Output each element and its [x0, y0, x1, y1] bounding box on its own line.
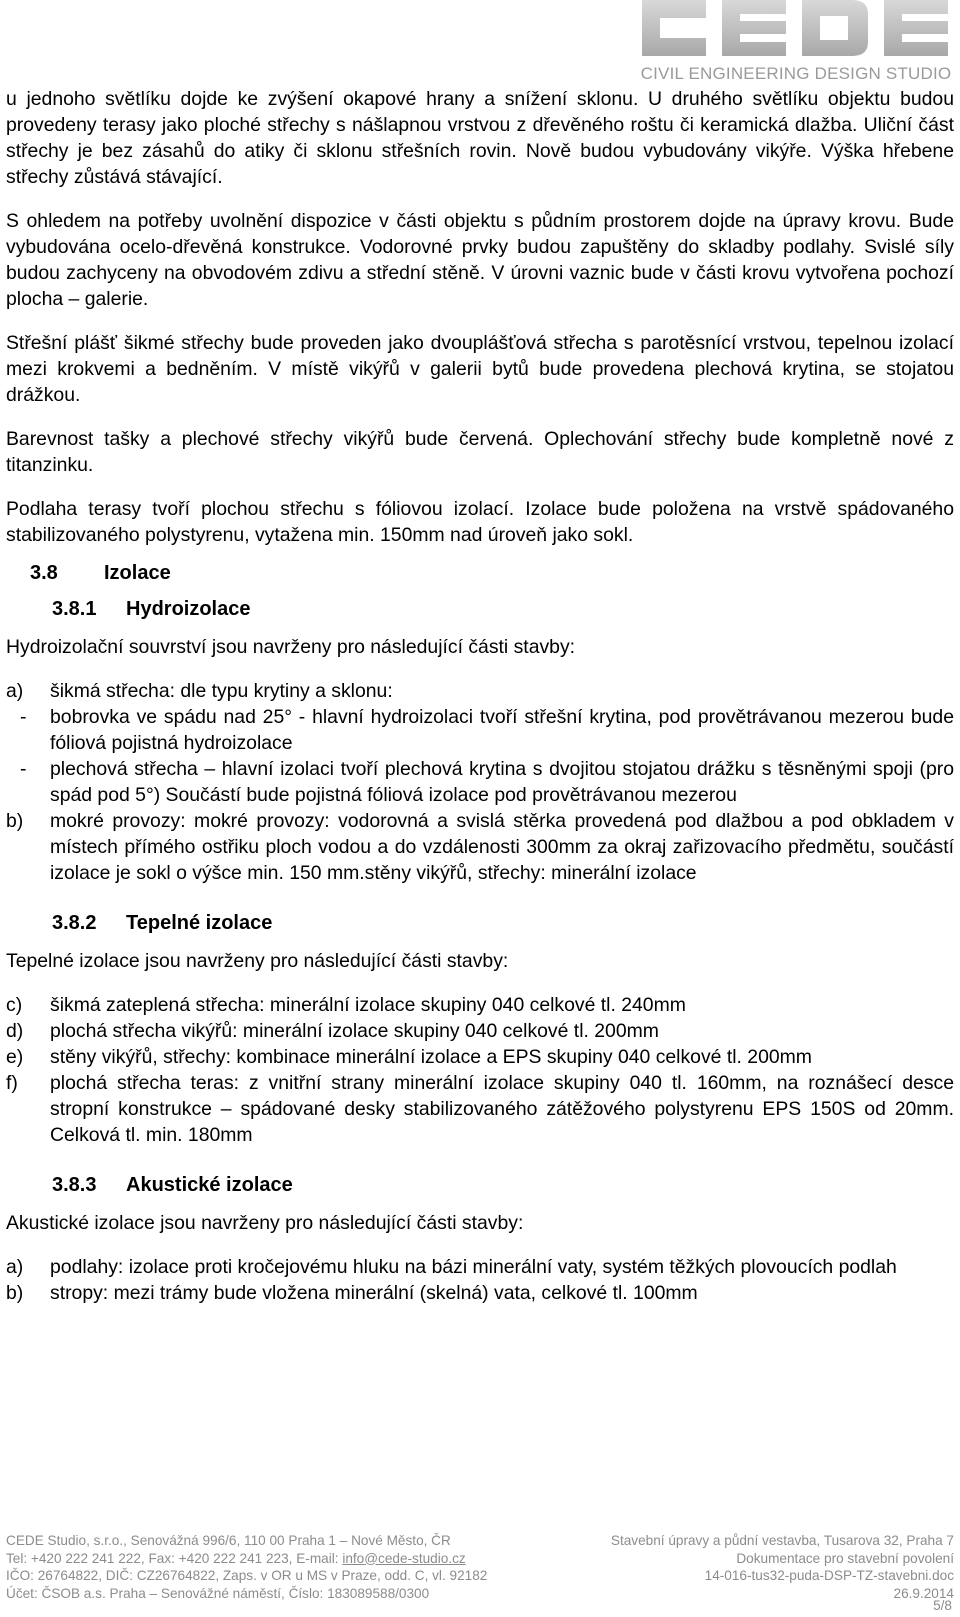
list-text: stropy: mezi trámy bude vložena minerální (skelná) vata, celkové tl. 100mm [50, 1282, 698, 1304]
paragraph: Barevnost tašky a plechové střechy vikýřů bude červená. Oplechování střechy bude kompletně nové z titanzinku. [6, 428, 954, 476]
footer-filename: 14-016-tus32-puda-DSP-TZ-stavebni.doc [704, 1568, 954, 1583]
list-item [6, 756, 954, 808]
list-text: šikmá střecha: dle typu krytiny a sklonu: [50, 680, 393, 702]
subsection-number: 3.8.3 [52, 1174, 97, 1196]
cede-logo-mark [642, 0, 948, 60]
list-label: a) [6, 680, 24, 702]
list-label: - [20, 758, 27, 780]
subsection-intro: Tepelné izolace jsou navrženy pro následující části stavby: [6, 950, 509, 972]
list-item [6, 1070, 954, 1148]
page-footer [6, 1532, 954, 1602]
list-item [6, 1018, 954, 1044]
list-label: d) [6, 1020, 24, 1042]
list-label: c) [6, 994, 23, 1016]
footer-date: 26.9.2014 [893, 1585, 954, 1601]
footer-doc-type: Dokumentace pro stavební povolení [736, 1550, 954, 1566]
list-item [6, 704, 954, 756]
list-label: a) [6, 1256, 24, 1278]
footer-company: CEDE Studio, s.r.o., Senovážná 996/6, 110 00 Praha 1 – Nové Město, ČR [6, 1533, 451, 1548]
list-text: plechová střecha – hlavní izolaci tvoří plechová krytina s dvojitou stojatou drážku s těsněnými spoji (pro spád pod 5°) Součástí bude pojistná fóliová izolace pod provětrávanou mezerou [50, 758, 954, 806]
list-text: podlahy: izolace proti kročejovému hluku na bázi minerální vaty, systém těžkých plovoucích podlah [50, 1256, 897, 1278]
list-item [6, 1044, 954, 1070]
footer-project: Stavební úpravy a půdní vestavba, Tusarova 32, Praha 7 [610, 1533, 954, 1548]
footer-bank: Účet: ČSOB a.s. Praha – Senovážné náměstí, Číslo: 183089588/0300 [6, 1585, 430, 1601]
list-label: - [20, 706, 27, 728]
list-item [6, 992, 954, 1018]
subsection-number: 3.8.2 [52, 912, 97, 934]
subsection-title: Tepelné izolace [126, 912, 273, 934]
subsection-title: Akustické izolace [126, 1174, 293, 1196]
list-label: e) [6, 1046, 24, 1068]
logo-subtitle: CIVIL ENGINEERING DESIGN STUDIO [640, 64, 952, 83]
paragraph: S ohledem na potřeby uvolnění dispozice v části objektu s půdním prostorem dojde na úpravy krovu. Bude vybudována ocelo-dřevěná konstrukce. Vodorovné prvky budou zapuštěny do skladby podlahy. Svislé síly budou zachyceny na obvodovém zdivu a střední stěně. V úrovni vaznic bude v části krovu vytvořena pochozí plocha – galerie. [6, 210, 954, 310]
list-text: plochá střecha vikýřů: minerální izolace skupiny 040 celkové tl. 200mm [50, 1020, 659, 1042]
paragraph: Střešní plášť šikmé střechy bude proveden jako dvouplášťová střecha s parotěsnící vrstvou, tepelnou izolací mezi krokvemi a bedněním. V místě vikýřů v galerii bytů bude provedena plechová krytina, se stojatou drážkou. [6, 332, 954, 406]
footer-contact [6, 1550, 466, 1568]
subsection-heading [52, 910, 954, 936]
hydro-list [6, 678, 954, 886]
footer-phone: Tel: +420 222 241 222, Fax: +420 222 241 223, E-mail: [6, 1550, 343, 1566]
list-text: bobrovka ve spádu nad 25° - hlavní hydroizolaci tvoří střešní krytina, pod provětrávanou mezerou bude fóliová pojistná hydroizolace [50, 706, 954, 754]
section-title: Izolace [104, 562, 171, 584]
list-label: b) [6, 1282, 24, 1304]
section-number: 3.8 [30, 562, 58, 584]
list-text: šikmá zateplená střecha: minerální izolace skupiny 040 celkové tl. 240mm [50, 994, 686, 1016]
acoustic-list [6, 1254, 954, 1306]
footer-registration: IČO: 26764822, DIČ: CZ26764822, Zaps. v OR u MS v Praze, odd. C, vl. 92182 [6, 1568, 488, 1583]
list-item [6, 678, 954, 704]
list-label: f) [6, 1072, 18, 1094]
list-text: mokré provozy: mokré provozy: vodorovná a svislá stěrka provedená pod dlažbou a pod obkladem v místech přímého ostřiku ploch vodou a do vzdálenosti 300mm za okraj zařizovacího předmětu, součástí izolace je sokl o výšce min. 150 mm.stěny vikýřů, střechy: minerální izolace [50, 810, 954, 884]
subsection-heading [52, 596, 954, 622]
subsection-intro: Akustické izolace jsou navrženy pro následující části stavby: [6, 1212, 524, 1234]
subsection-number: 3.8.1 [52, 598, 97, 620]
cede-logo [640, 0, 950, 88]
subsection-title: Hydroizolace [126, 598, 251, 620]
page-number: 5/8 [933, 1598, 952, 1613]
list-label: b) [6, 810, 24, 832]
list-item [6, 1254, 954, 1280]
paragraph: u jednoho světlíku dojde ke zvýšení okapové hrany a snížení sklonu. U druhého světlíku objektu budou provedeny terasy jako ploché střechy s nášlapnou vrstvou z dřevěného roštu či keramická dlažba. Uliční část střechy je bez zásahů do atiky či sklonu střešních rovin. Nově budou vybudovány vikýře. Výška hřebene střechy zůstává stávající. [6, 88, 954, 188]
list-item [6, 808, 954, 886]
subsection-intro: Hydroizolační souvrství jsou navrženy pro následující části stavby: [6, 636, 576, 658]
list-item [6, 1280, 954, 1306]
list-text: stěny vikýřů, střechy: kombinace minerální izolace a EPS skupiny 040 celkové tl. 200mm [50, 1046, 812, 1068]
subsection-heading [52, 1172, 954, 1198]
section-heading [30, 560, 954, 586]
thermal-list [6, 992, 954, 1148]
document-body [6, 86, 954, 1306]
paragraph: Podlaha terasy tvoří plochou střechu s fóliovou izolací. Izolace bude položena na vrstvě spádovaného stabilizovaného polystyrenu, vytažena min. 150mm nad úroveň jako sokl. [6, 498, 954, 546]
list-text: plochá střecha teras: z vnitřní strany minerální izolace skupiny 040 tl. 160mm, na roznášecí desce stropní konstrukce – spádované desky stabilizovaného zátěžového polystyrenu EPS 150S od 20mm. Celková tl. min. 180mm [50, 1072, 954, 1146]
email-link[interactable]: info@cede-studio.cz [342, 1550, 466, 1566]
